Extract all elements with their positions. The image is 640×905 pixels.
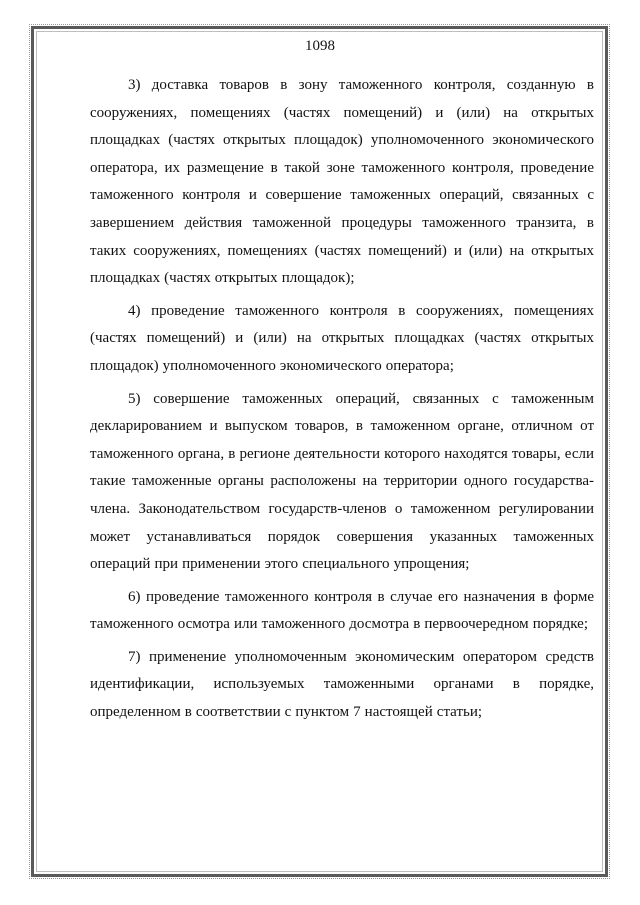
paragraph-item-3: 3) доставка товаров в зону таможенного контроля, созданную в сооружениях, помещениях (частях помещений) и (или) на открытых площадках (частях открытых площадок) уполномоченного экономического оператора, их размещение в такой зоне таможенного контроля, проведение таможенного контроля и совершение таможенных операций, связанных с завершением действия таможенной процедуры таможенного транзита, в таких сооружениях, помещениях (частях помещений) и (или) на открытых площадках (частях открытых площадок); xyxy=(90,77,594,287)
paragraph-item-5: 5) совершение таможенных операций, связанных с таможенным декларированием и выпуском товаров, в таможенном органе, отличном от таможенного органа, в регионе деятельности которого находятся товары, если такие таможенные органы расположены на территории одного государства-члена. Законодательством государств-членов о таможенном регулировании может устанавливаться порядок совершения указанных таможенных операций при применении этого специального упрощения; xyxy=(90,390,594,573)
page-number: 1098 xyxy=(305,38,335,54)
paragraph-item-7: 7) применение уполномоченным экономическим оператором средств идентификации, используемых таможенными органами в порядке, определенном в соответствии с пунктом 7 настоящей статьи; xyxy=(90,648,594,721)
document-body xyxy=(90,72,594,732)
paragraph-item-4: 4) проведение таможенного контроля в сооружениях, помещениях (частях помещений) и (или) на открытых площадках (частях открытых площадок) уполномоченного экономического оператора; xyxy=(90,302,594,374)
paragraph-item-6: 6) проведение таможенного контроля в случае его назначения в форме таможенного осмотра или таможенного досмотра в первоочередном порядке; xyxy=(90,588,594,633)
